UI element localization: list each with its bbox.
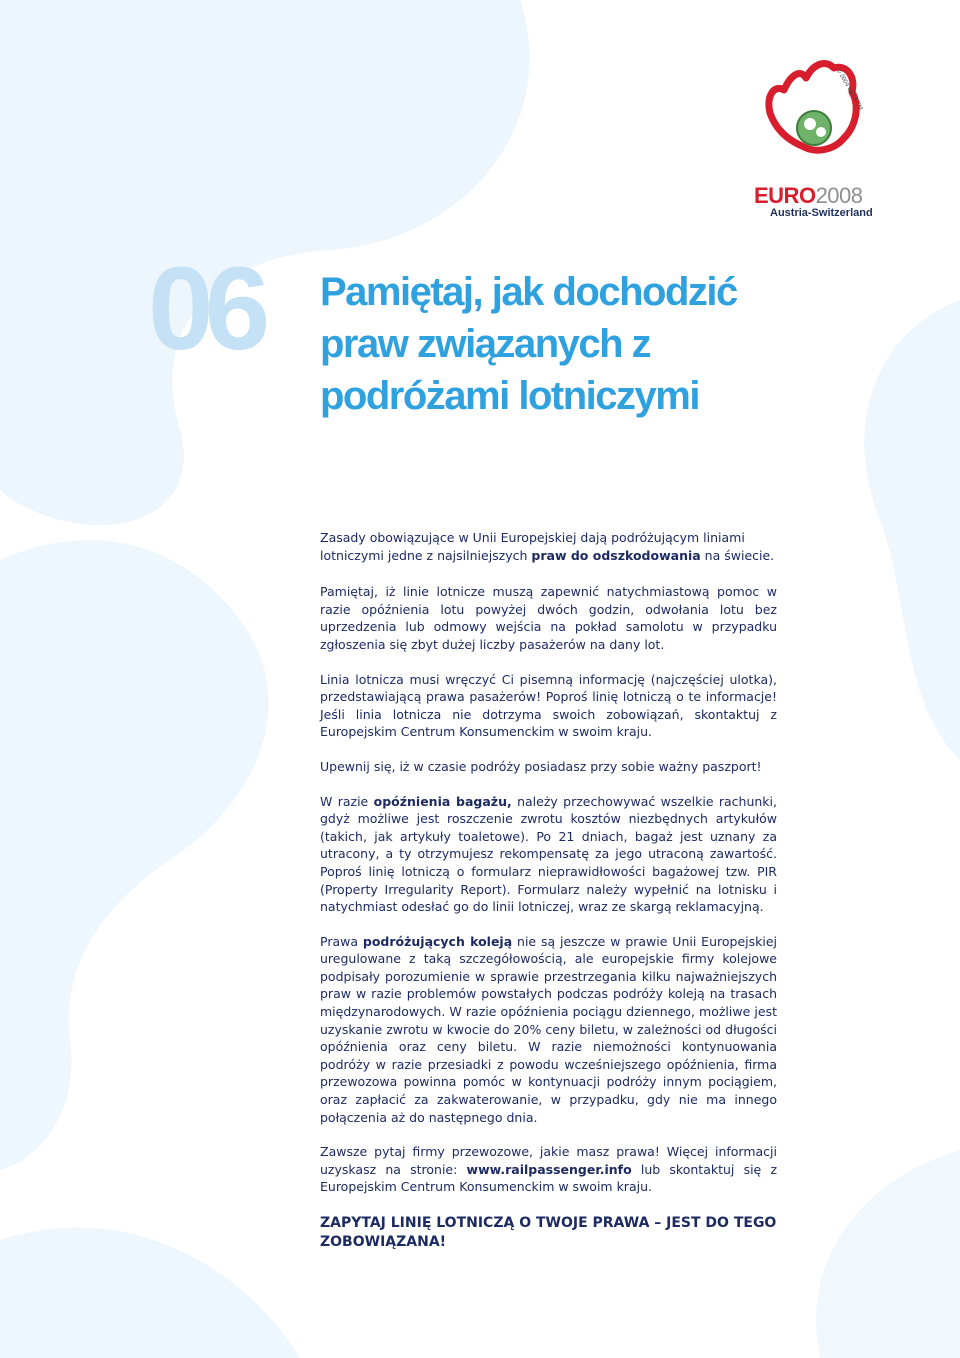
paragraph-emphasis: opóźnienia bagażu,: [373, 793, 512, 809]
logo-copyright: © 2004 UEFA TM: [834, 68, 864, 112]
paragraph-text: lub skontaktuj się z Europejskim Centrum Konsumenckim w swoim kraju.: [320, 1161, 778, 1195]
intro-paragraph: [320, 529, 777, 564]
paragraph-text: W razie: [320, 793, 374, 809]
railpassenger-link[interactable]: www.railpassenger.info: [466, 1161, 632, 1177]
final-note: ZAPYTAJ LINIĘ LOTNICZĄ O TWOJE PRAWA – JEST DO TEGO ZOBOWIĄZANA!: [320, 1215, 777, 1250]
body-text: [320, 529, 777, 1269]
paragraph-baggage: [320, 793, 777, 916]
page-title: [320, 266, 920, 422]
background-swirl-middle: [0, 540, 269, 1170]
paragraph-assistance: [320, 583, 777, 653]
paragraph-text: Linia lotnicza musi wręczyć Ci pisemną informację (najczęściej ulotka), przedstawiającą prawa pasażerów! Poproś linię lotniczą o te informacje! Jeśli linia lotnicza nie dotrzyma swoich zobowiązań, skontaktuj z Europejskim Centrum Konsumenckim w swoim kraju.: [320, 671, 777, 740]
logo-wordmark: [754, 184, 863, 208]
euro-2008-emblem-icon: [748, 58, 878, 183]
paragraph-text: Pamiętaj, iż linie lotnicze muszą zapewnić natychmiastową pomoc w razie opóźnienia lotu powyżej dwóch godzin, odwołania lotu bez uprzedzenia lub odmowy wejścia na pokład samolotu w przypadku zgłoszenia się zbyt dużej liczby pasażerów na dany lot.: [320, 584, 777, 652]
title-line: podróżami lotniczymi: [320, 374, 699, 418]
title-line: Pamiętaj, jak dochodzić: [320, 270, 737, 314]
paragraph-text: Zasady obowiązujące w Unii Europejskiej dają podróżującym liniami lotniczymi jedne z najsilniejszych: [320, 530, 745, 563]
paragraph-emphasis: podróżujących koleją: [362, 933, 513, 949]
paragraph-text: należy przechowywać wszelkie rachunki, gdyż możliwe jest roszczenie zwrotu kosztów niezbędnych artykułów (takich, jak artykuły toaletowe). Po 21 dniach, bagaż jest uznany za utracony, a ty otrzymujesz rekompensatę za jego utraconą zawartość. Poproś linię lotniczą o formularz nieprawidłowości bagażowej tzw. PIR (Property Irregularity Report). Formularz należy wypełnić na lotnisku i natychmiast odesłać go do linii lotniczej, wraz ze skargą reklamacyjną.: [320, 793, 777, 915]
paragraph-text: na świecie.: [700, 547, 775, 563]
paragraph-passport: [320, 758, 777, 776]
logo-euro: EURO: [754, 183, 816, 208]
background-swirl-bottom: [0, 1227, 300, 1358]
paragraph-text: Upewnij się, iż w czasie podróży posiadasz przy sobie ważny paszport!: [320, 758, 762, 774]
logo-year: 2008: [815, 183, 863, 208]
chapter-number: 06: [148, 243, 262, 375]
paragraph-rail: [320, 933, 777, 1127]
euro-2008-logo: [748, 58, 878, 223]
logo-hosts: Austria-Switzerland: [770, 207, 873, 219]
paragraph-emphasis: praw do odszkodowania: [531, 547, 701, 563]
paragraph-ask-rights: [320, 1143, 777, 1196]
paragraph-text: Prawa: [320, 933, 363, 949]
paragraph-text: nie są jeszcze w prawie Unii Europejskiej uregulowane z taką szczegółowością, ale europejskie firmy kolejowe podpisały porozumienie w sprawie przestrzegania kilku najważniejszych praw w razie problemów powstałych podczas podróży koleją na trasach międzynarodowych. W razie opóźnienia pociągu dziennego, możliwe jest uzyskanie zwrotu w kwocie do 20% ceny biletu, w zależności od długości opóźnienia oraz ceny biletu. W razie niemożności kontynuowania podróży w razie przesiadki z powodu wcześniejszego opóźnienia, firma przewozowa powinna pomóc w kontynuacji podróży innym pociągiem, oraz zapłacić za zakwaterowanie, w przypadku, gdy nie ma innego połączenia aż do następnego dnia.: [320, 933, 777, 1125]
background-swirl-top: [0, 0, 530, 525]
background-swirl-bottom-right: [816, 1150, 960, 1358]
paragraph-written-info: [320, 671, 777, 741]
paragraph-text: Zawsze pytaj firmy przewozowe, jakie masz prawa! Więcej informacji uzyskasz na stronie:: [320, 1144, 777, 1177]
title-line: praw związanych z: [320, 322, 651, 366]
